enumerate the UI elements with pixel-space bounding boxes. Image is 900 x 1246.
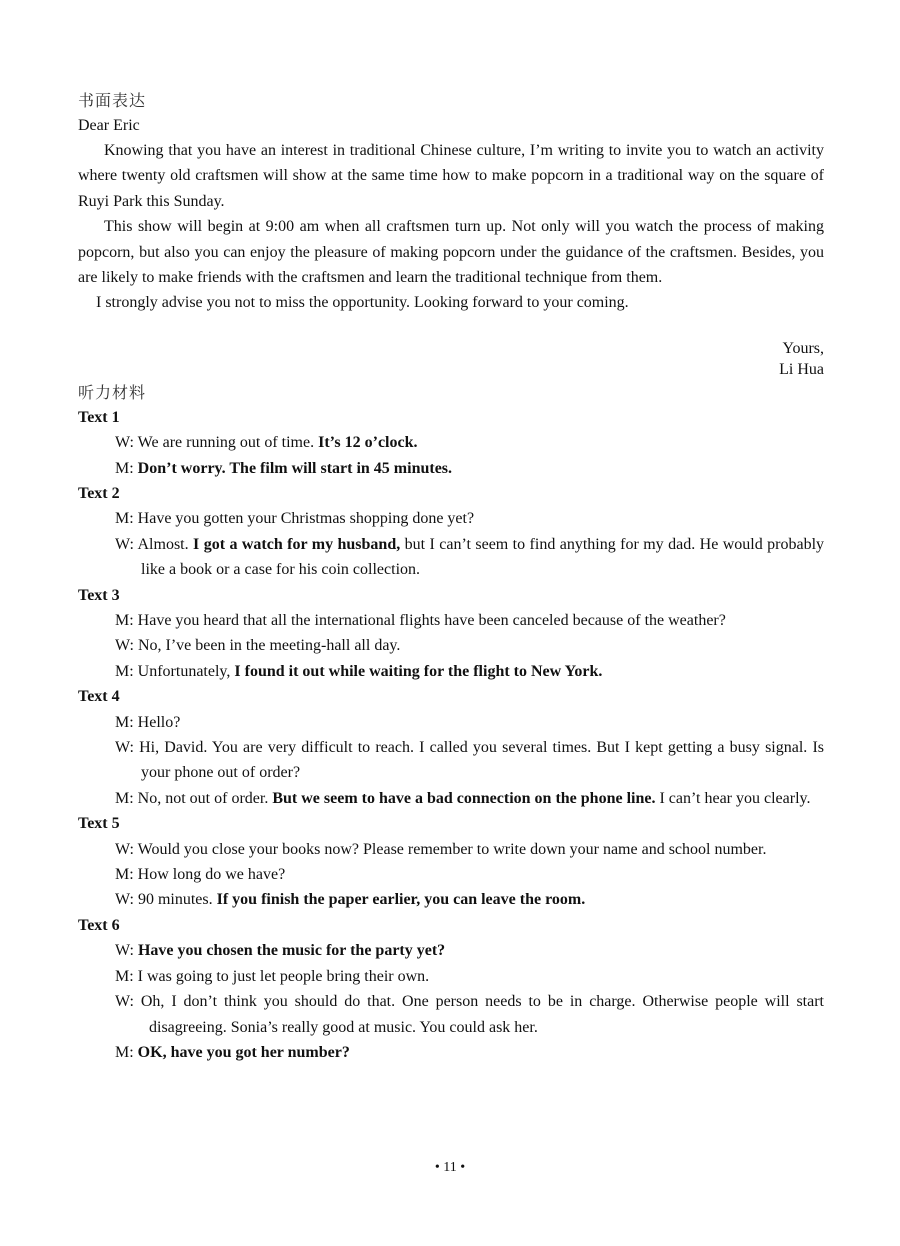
dialogue-line (78, 710, 824, 735)
listening-text-title: Text 5 (78, 815, 120, 833)
letter-paragraph-2: This show will begin at 9:00 am when all craftsmen turn up. Not only will you watch the process of making popcorn, but also you can enjoy the pleasure of making popcorn under the guidance of the craftsmen. Besides, you are likely to make friends with the craftsmen and learn the traditional technique from them. (78, 218, 824, 287)
dialogue-line (78, 887, 824, 912)
dialogue-line (78, 938, 824, 963)
listening-text-block (78, 684, 824, 811)
listening-text-block (78, 405, 824, 481)
dialogue-line (78, 456, 824, 481)
dialogue-key-phrase: It’s 12 o’clock. (318, 434, 418, 452)
dialogue-text: M: (115, 459, 138, 477)
listening-texts (78, 405, 824, 1065)
dialogue-text: I can’t hear you clearly. (655, 789, 811, 807)
dialogue-key-phrase: But we seem to have a bad connection on the phone line. (272, 789, 656, 807)
dialogue-line (78, 608, 824, 633)
dialogue-line (78, 430, 824, 455)
letter-greeting: Dear Eric (78, 117, 140, 134)
dialogue-text: W: Would you close your books now? Please remember to write down your name and school number. (115, 840, 767, 858)
listening-text-title: Text 4 (78, 688, 120, 706)
writing-section-heading: 书面表达 (78, 91, 147, 110)
dialogue-text: M: Have you gotten your Christmas shopping done yet? (115, 510, 475, 528)
dialogue-text: M: Have you heard that all the international flights have been canceled because of the weather? (115, 612, 726, 630)
dialogue-line (78, 506, 824, 531)
listening-section-heading: 听力材料 (78, 382, 147, 402)
dialogue-key-phrase: Have you chosen the music for the party yet? (137, 942, 446, 960)
dialogue-text: M: (115, 1043, 138, 1061)
dialogue-text: M: Unfortunately, (115, 662, 235, 680)
page-number: • 11 • (434, 1160, 466, 1175)
dialogue-line (78, 786, 824, 811)
dialogue-key-phrase: Don’t worry. The film will start in 45 minutes. (137, 459, 453, 477)
letter-paragraph-1: Knowing that you have an interest in traditional Chinese culture, I’m writing to invite you to watch an activity where twenty old craftsmen will show at the same time how to make popcorn in a traditional way on the square of Ruyi Park this Sunday. (78, 142, 824, 210)
dialogue-line (78, 837, 824, 862)
dialogue-text: M: No, not out of order. (115, 789, 273, 807)
listening-text-block (78, 913, 824, 1065)
document-page (78, 88, 824, 1065)
dialogue-line (78, 989, 824, 1040)
letter-signature: Li Hua (779, 360, 824, 378)
dialogue-text: W: Oh, I don’t think you should do that. One person needs to be in charge. Otherwise people will start disagreeing. Sonia’s really good at music. You could ask her. (115, 993, 824, 1036)
letter-closing: Yours, (782, 339, 824, 357)
dialogue-text: W: (115, 942, 138, 960)
dialogue-text: W: No, I’ve been in the meeting-hall all day. (115, 637, 401, 655)
dialogue-key-phrase: If you finish the paper earlier, you can leave the room. (216, 891, 586, 909)
dialogue-text: M: I was going to just let people bring their own. (115, 967, 430, 985)
listening-text-block (78, 811, 824, 913)
listening-text-title: Text 3 (78, 586, 120, 604)
listening-text-block (78, 481, 824, 583)
dialogue-line (78, 633, 824, 658)
dialogue-line (78, 532, 824, 583)
dialogue-text: M: Hello? (115, 713, 181, 731)
listening-text-title: Text 6 (78, 916, 120, 934)
dialogue-key-phrase: I found it out while waiting for the flight to New York. (234, 662, 603, 680)
letter-signoff (78, 338, 824, 380)
listening-text-title: Text 2 (78, 485, 120, 503)
dialogue-line (78, 862, 824, 887)
dialogue-line (78, 735, 824, 786)
dialogue-key-phrase: I got a watch for my husband, (193, 535, 401, 553)
dialogue-line (78, 659, 824, 684)
dialogue-text: W: We are running out of time. (115, 434, 319, 452)
listening-text-title: Text 1 (78, 408, 120, 426)
letter-paragraph-3: I strongly advise you not to miss the opportunity. Looking forward to your coming. (96, 294, 629, 312)
dialogue-text: M: How long do we have? (115, 866, 286, 884)
listening-text-block (78, 583, 824, 685)
dialogue-text: but I can’t seem to find anything for my dad. He would probably like a book or a case for his coin collection. (141, 535, 825, 579)
dialogue-key-phrase: OK, have you got her number? (137, 1043, 350, 1061)
dialogue-text: W: Hi, David. You are very difficult to reach. I called you several times. But I kept getting a busy signal. Is your phone out of order? (115, 739, 824, 782)
dialogue-text: W: 90 minutes. (115, 891, 217, 909)
dialogue-line (78, 964, 824, 989)
dialogue-line (78, 1040, 824, 1065)
dialogue-text: W: Almost. (115, 535, 194, 553)
